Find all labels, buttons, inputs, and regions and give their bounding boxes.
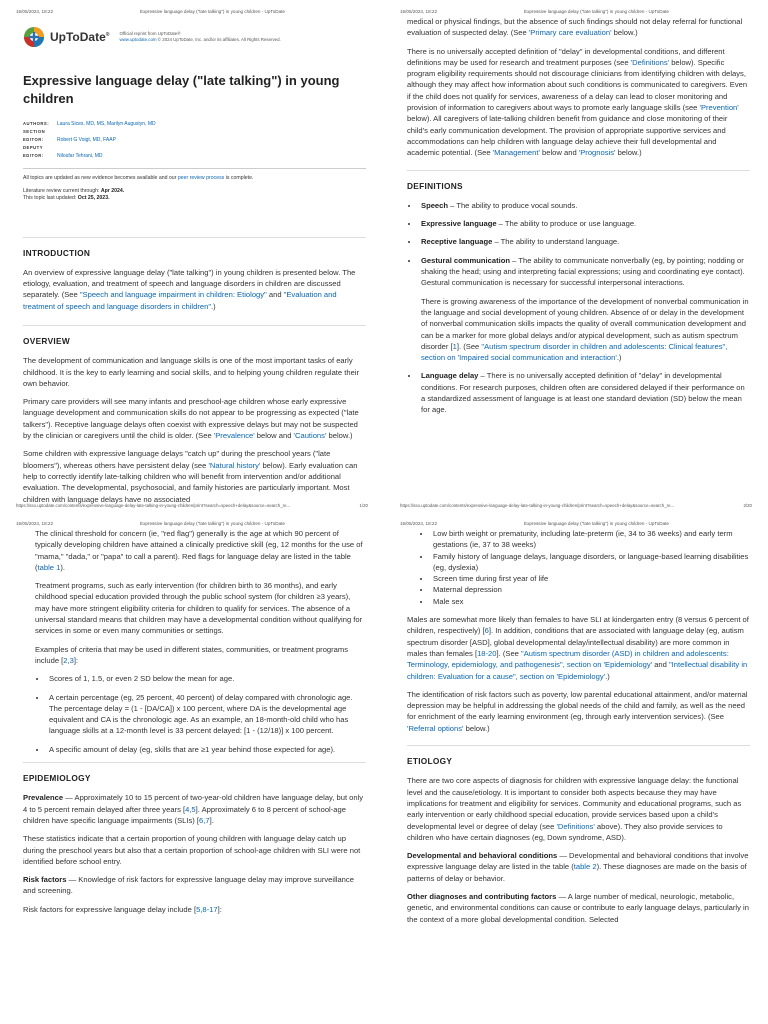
section-heading-definitions: DEFINITIONS (407, 180, 463, 191)
paragraph: An overview of expressive language delay ("late talking") in young children is presented below. The etiology, evaluation, and treatment of speech and language disorders in children are discussed separately. (See "Speech and language impairment in children: Etiology" and "Evaluation and treatment of speech and language disorders in children".) (23, 267, 356, 311)
link-definitions[interactable]: 'Definitions' (630, 57, 670, 67)
ref-link[interactable]: 5,8-17 (196, 904, 218, 914)
page-footer: https://sso.uptodate.com/contents/expressive-language-delay-late-talking-in-young-children/print?search=speech+delay&source=search_re... 2/20 (400, 503, 752, 508)
paragraph: The development of communication and language skills is one of the most important tasks of early childhood. It is the key to early learning and social skills, and to helping young children regulate their own behavior. (23, 356, 360, 388)
paragraph: The clinical threshold for concern (ie, "red flag") generally is the age at which 90 percent of typically developing children have attained a clinically predictive skill (eg, 12 months for the use of "mama," "dada," or "papa" to call a parent). Red flags for language delay are listed in the table (table 1). (35, 529, 363, 572)
criteria-list (35, 673, 366, 755)
link-prevention[interactable]: 'Prevention' (699, 103, 739, 113)
section-heading-overview: OVERVIEW (23, 335, 70, 346)
paragraph: Treatment programs, such as early intervention (for children birth to 36 months), and early childhood special education provided through the public school system (for children ≥3 years), may have more stringent eligibility criteria for children to qualify for services. The absence of a universal standard means that children may have a developmental condition without qualifying for services in some or even many communities or settings. (35, 581, 363, 636)
link-referral-options[interactable]: 'Referral options' (407, 723, 464, 733)
list-item: • Gestural communication – The ability to communicate nonverbally (eg, by pointing; nodding or shaking the head; using and interpreting facial expressions; using and coordinating eye contact). Gestural communication is necessary for successful interpersonal interactions. There is growing awareness of the importance of the development of nonverbal communication in the language and social development of young children. Absence of or delay in the development of nonverbal communication skills impacts the quality of overall communication development and can be a marker for more global delays and/or atypical development, such as autism spectrum disorder [1]. (See "Autism spectrum disorder in children and adolescents: Clinical features", section on 'Impaired social communication and interaction'.) (419, 255, 750, 364)
list-item: • Expressive language – The ability to produce or use language. (419, 218, 750, 229)
authors-link[interactable]: Laura Sices, MD, MS, Marilyn Augustyn, MD (57, 121, 156, 127)
paragraph: Primary care providers will see many infants and preschool-age children whose early expressive language development and communication skills do not appear to be progressing as expected ("late talkers"). Receptive language delays often coexist with expressive delays but may not be suspected by the clinician or caregivers until the child is older. (See 'Prevalence' below and 'Cautions' below.) (23, 397, 359, 441)
paragraph: There is no universally accepted definition of "delay" in developmental conditions, and different definitions may be used for research and treatment purposes (see 'Definitions' below). Specific program eligibility requirements should not discourage clinicians from identifying children with delays, although they may affect how information about such conditions is communicated to caregivers. Even if the child does not qualify for services, awareness of a delay can lead to closer monitoring and provision of information to caregivers about ways to promote early language skills (see 'Prevention' below). All caregivers of late-talking children benefit from guidance and close monitoring of their child's early communication development. The provision of appropriate supportive services and accommodations can help children with language delay achieve their full developmental and academic potential. (See 'Management' below and 'Prognosis' below.) (407, 46, 748, 158)
section-heading-etiology: ETIOLOGY (407, 756, 453, 767)
header-datetime: 15/05/2024, 18:22 (16, 9, 54, 14)
list-item: • Maternal depression (431, 584, 750, 595)
list-item: • Screen time during first year of life (431, 573, 750, 584)
paragraph: Developmental and behavioral conditions — Developmental and behavioral conditions that involve expressive language delay are listed in the table (table 2). These diagnoses are made on the basis of patterns of delay or behavior. (407, 851, 749, 883)
ref-link[interactable]: 6,7 (199, 815, 210, 825)
link-prognosis[interactable]: 'Prognosis' (578, 148, 616, 158)
paragraph: Prevalence — Approximately 10 to 15 percent of two-year-old children have language delay, but only 4 to 5 percent remain delayed after three years [4,5]. Approximately 6 to 8 percent of school-age children have specific language impairments (SLIs) [6,7]. (23, 793, 364, 825)
link-management[interactable]: 'Management' (492, 148, 540, 158)
section-editor-link[interactable]: Robert G Voigt, MD, FAAP (57, 137, 116, 143)
footer-page-number: 2/20 (743, 503, 752, 508)
paragraph: There are two core aspects of diagnosis for children with expressive language delay: the functional level and the cause/etiology. It is important to consider both aspects because they may have implications for treatment and eligibility for services. Community and educational programs, such as early intervention or early childhood special education, provide services based upon a child's developmental level or degree of delay (see 'Definitions' above). They also provide services to children who have certain diagnoses (eg, Down syndrome, ASD). (407, 776, 742, 842)
paragraph: Risk factors for expressive language delay include [5,8-17]: (23, 904, 222, 914)
risk-factor-list (419, 528, 750, 607)
uptodate-logo-icon (23, 26, 45, 48)
link-definitions[interactable]: 'Definitions' (556, 821, 595, 831)
uptodate-logo[interactable] (23, 24, 366, 50)
link-primary-care-evaluation[interactable]: 'Primary care evaluation' (528, 28, 612, 38)
author-block: AUTHORS: Laura Sices, MD, MS, Marilyn Augustyn, MD SECTION EDITOR: Robert G Voigt, MD, FAAP DEPUTY EDITOR: Niloufar Tehrani, MD (23, 121, 156, 159)
list-item: • Low birth weight or prematurity, including late-preterm (ie, 34 to 36 weeks) and early term gestations (ie, 37 to 38 weeks) (431, 528, 750, 551)
link-prevalence[interactable]: 'Prevalence' (213, 431, 255, 441)
update-info: All topics are updated as new evidence becomes available and our peer review process is complete. Literature review current through: Apr 2024. This topic last updated: Oct 25, 2023. (23, 168, 366, 203)
page-1 (0, 0, 384, 512)
paragraph: The identification of risk factors such as poverty, low parental educational attainment, and/or maternal depression may be helpful in addressing the global needs of the child and family, as well as the need for enrichment of the early learning environment (eg, through early intervention services). (See 'Referral options' below.) (407, 689, 748, 733)
link-table-1[interactable]: table 1 (37, 562, 61, 572)
list-item: • Speech – The ability to produce vocal sounds. (419, 200, 750, 211)
link-autism-clinical-features[interactable]: "Autism spectrum disorder in children and adolescents: Clinical features", section on 'Impaired social communication and interaction' (421, 341, 728, 363)
paragraph: Other diagnoses and contributing factors — A large number of medical, neurologic, metabolic, genetic, and environmental conditions can cause or contribute to early language delays, particularly in the context of a more global developmental condition. Selected (407, 892, 749, 924)
link-etiology[interactable]: "Speech and language impairment in children: Etiology" (79, 290, 267, 300)
definitions-list (407, 200, 750, 416)
ref-link[interactable]: 18-20 (477, 648, 497, 658)
link-evaluation-treatment[interactable]: "Evaluation and treatment of speech and language disorders in children" (23, 290, 337, 311)
list-item: • Receptive language – The ability to understand language. (419, 236, 750, 247)
paragraph: Males are somewhat more likely than females to have SLI at kindergarten entry (8 versus 6 percent of children, respectively) [6]. In addition, conditions that are associated with language delay (eg, autism spectrum disorder [ASD], global developmental delay/intellectual disability) are more common in males than females [18-20]. (See "Autism spectrum disorder (ASD) in children and adolescents: Terminology, epidemiology, and pathogenesis", section on 'Epidemiology' and "Intellectual disability in children: Evaluation for a cause", section on 'Epidemiology'.) (407, 615, 749, 681)
reprint-notice: Official reprint from UpToDate® www.uptodate.com © 2024 UpToDate, Inc. and/or its affiliates. All Rights Reserved. (119, 31, 281, 42)
page-footer (16, 503, 368, 508)
page-2 (384, 0, 768, 512)
uptodate-link[interactable]: www.uptodate.com (119, 37, 157, 42)
page-header: 15/05/2024, 18:22 Expressive language delay ("late talking") in young children - UpToDate (400, 9, 669, 14)
link-table-2[interactable]: table 2 (573, 862, 597, 872)
footer-page-number: 1/20 (359, 503, 368, 508)
link-asd-epidemiology[interactable]: "Autism spectrum disorder (ASD) in children and adolescents: Terminology, epidemiology, and pathogenesis", section on 'Epidemiology' (407, 648, 729, 670)
link-natural-history[interactable]: 'Natural history' (208, 460, 261, 470)
paragraph: medical or physical findings, but the absence of such findings should not delay referral for functional evaluation of suspected delay. (See 'Primary care evaluation' below.) (407, 17, 743, 38)
peer-review-link[interactable]: peer review process (177, 175, 225, 181)
list-item: • Family history of language delays, language disorders, or language-based learning disabilities (eg, dyslexia) (431, 551, 750, 574)
page-3 (0, 512, 384, 1024)
paragraph: There is growing awareness of the importance of the development of nonverbal communication in the language and social development of young children. Absence of or delay in the development of nonverbal communication skills impacts the quality of overall communication development and can be a marker for more global delays and/or atypical development, such as autism spectrum disorder [1]. (See "Autism spectrum disorder in children and adolescents: Clinical features", section on 'Impaired social communication and interaction'.) (421, 296, 749, 363)
page-header: 15/05/2024, 18:22 Expressive language delay ("late talking") in young children - UpToDate (400, 521, 669, 526)
page-header: 15/05/2024, 18:22 Expressive language delay ("late talking") in young children - UpToDate (16, 521, 285, 526)
brand-name: UpToDate® (50, 30, 110, 45)
page-4 (384, 512, 768, 1024)
paragraph: Risk factors — Knowledge of risk factors for expressive language delay may improve surveillance and screening. (23, 875, 354, 896)
ref-link[interactable]: 4,5 (185, 804, 196, 814)
article-title: Expressive language delay ("late talking") in young children (23, 73, 340, 106)
list-item: • Male sex (431, 596, 750, 607)
paragraph: These statistics indicate that a certain proportion of young children with language delay catch up during the preschool years but also that a certain proportion of school-age children with SLI were not identified before school entry. (23, 834, 361, 866)
list-item: • Language delay – There is no universally accepted definition of "delay" in developmental conditions. For research purposes, children often are considered delayed if their performance on a standardized assessment of language is at least one standard deviation (SD) below the mean for age. (419, 370, 750, 415)
section-heading-introduction: INTRODUCTION (23, 247, 91, 258)
paragraph: Examples of criteria that may be used in different states, communities, or treatment programs include [2,3]: (35, 644, 349, 665)
list-item: • Scores of 1, 1.5, or even 2 SD below the mean for age. (47, 673, 366, 684)
page-header (16, 9, 368, 14)
link-intellectual-disability[interactable]: "Intellectual disability in children: Evaluation for a cause", section on 'Epidemiology' (407, 660, 748, 681)
ref-link[interactable]: 2,3 (63, 655, 74, 665)
paragraph: Some children with expressive language delays "catch up" during the preschool years ("late bloomers"), whereas others have persistent delay (see 'Natural history' below). Early evaluation can help to correctly identify late-talking children who will benefit from intervention and/or additional evaluation. The developmental, psychosocial, and family histories are particularly important. Most children with language delays have no associated (23, 449, 358, 504)
deputy-editor-link[interactable]: Niloufar Tehrani, MD (57, 153, 103, 159)
section-heading-epidemiology: EPIDEMIOLOGY (23, 773, 91, 784)
ref-link[interactable]: 6 (484, 626, 489, 636)
list-item: • A certain percentage (eg, 25 percent, 40 percent) of delay compared with chronologic age. The percentage delay = (1 - [DA/CA]) x 100 percent, where DA is the developmental age equivalent and CA is the chronologic age. As an example, an 18-month-old child who has language skills at a 12-month level is 33 percent delayed: [1 - (12/18)] x 100 percent. (47, 692, 366, 737)
list-item: • A specific amount of delay (eg, skills that are ≥1 year behind those expected for age). (47, 744, 366, 755)
header-doc-title: Expressive language delay ("late talking") in young children - UpToDate (140, 9, 285, 14)
ref-link[interactable]: 1 (452, 341, 457, 351)
footer-url: https://sso.uptodate.com/contents/expressive-language-delay-late-talking-in-young-children/print?search=speech+delay&source=search_re... (16, 503, 291, 508)
link-cautions[interactable]: 'Cautions' (293, 431, 327, 441)
